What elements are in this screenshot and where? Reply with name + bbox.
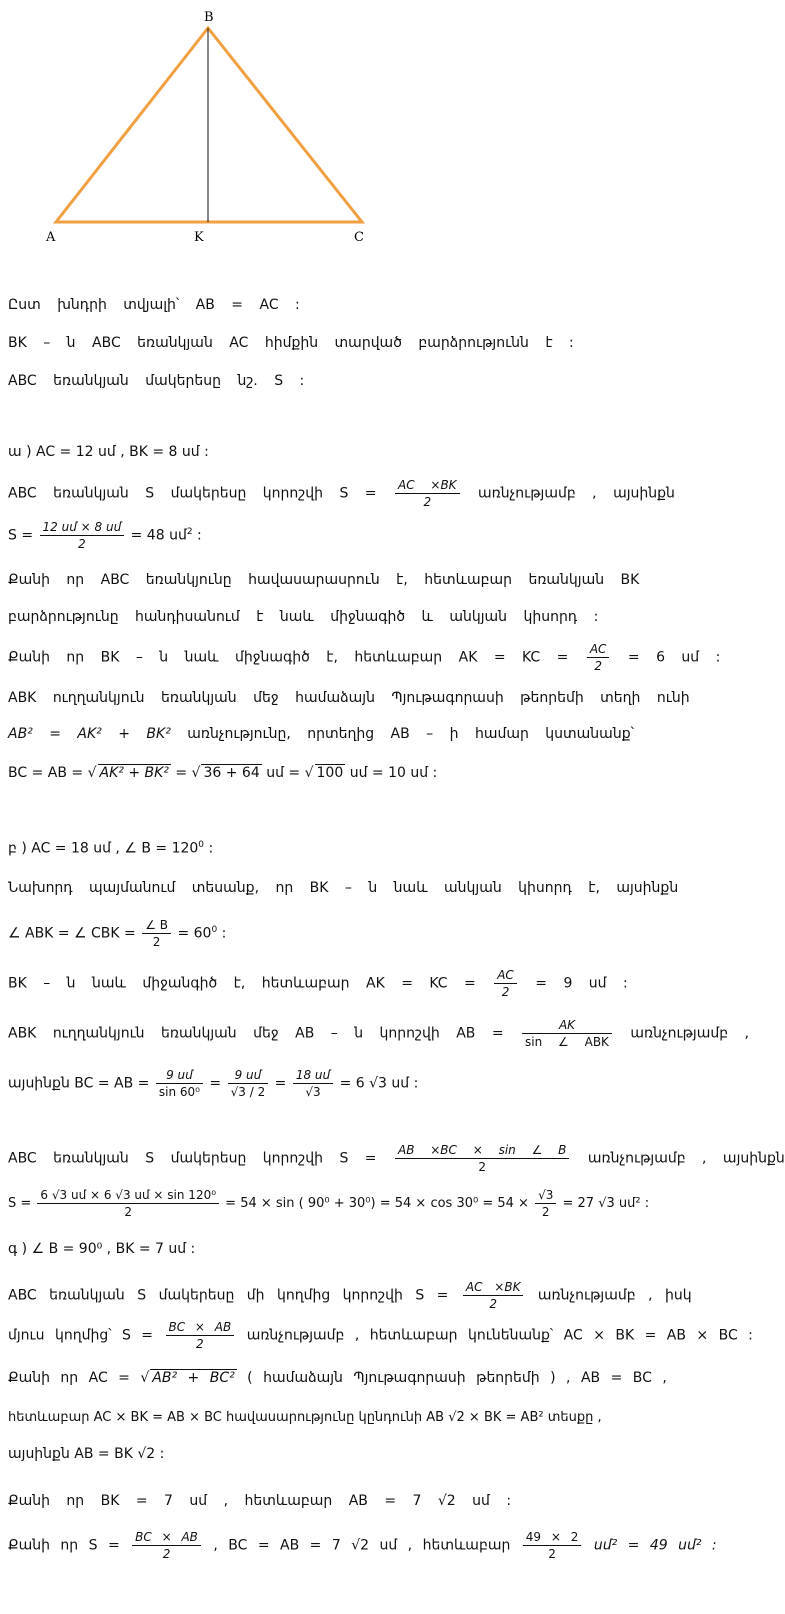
text: առնչությամբ , հետևաբար կունենանք՝ AC × BK = AB × BC : bbox=[246, 1327, 753, 1344]
text: սմ = bbox=[266, 765, 301, 781]
part-a-line-6: ABK ուղղանկյուն եռանկյան մեջ համաձայն Պյութագորասի թեորեմի տեղի ունի bbox=[8, 690, 690, 706]
text: Քանի որ BK – ն նաև միջնագիծ է, հետևաբար AK = KC = bbox=[8, 649, 569, 666]
fraction bbox=[132, 1530, 201, 1561]
text: = 27 √3 սմ² : bbox=[562, 1196, 650, 1211]
part-b-line-3 bbox=[8, 968, 628, 999]
denominator: √3 / 2 bbox=[230, 1085, 266, 1099]
text: ABC եռանկյան S մակերեսը կորոշվի S = bbox=[8, 485, 377, 502]
numerator: AK bbox=[522, 1018, 612, 1034]
point-label-k: K bbox=[194, 230, 204, 245]
numerator: AC ×BK bbox=[395, 478, 460, 494]
denominator: sin 60⁰ bbox=[158, 1085, 200, 1099]
fraction bbox=[228, 1068, 269, 1099]
radicand: AB² + BC² bbox=[152, 1370, 235, 1386]
text: = 48 սմ bbox=[130, 527, 187, 544]
numerator: AC ×BK bbox=[463, 1280, 524, 1296]
text: ABC եռանկյան S մակերեսը մի կողմից կորոշվի S = bbox=[8, 1287, 449, 1304]
numerator: 9 սմ bbox=[228, 1068, 269, 1084]
fraction bbox=[535, 1188, 556, 1219]
denominator: sin ∠ ABK bbox=[525, 1035, 609, 1049]
denominator: 2 bbox=[594, 659, 602, 673]
text: առնչությամբ , այսինքն bbox=[587, 1150, 785, 1167]
text: S = bbox=[8, 527, 34, 544]
fraction bbox=[494, 968, 517, 999]
denominator: 2 bbox=[152, 935, 161, 949]
part-b-line-4 bbox=[8, 1018, 749, 1049]
vertex-label-b: B bbox=[204, 10, 214, 25]
text: սմ = 10 սմ : bbox=[349, 765, 438, 781]
fraction bbox=[40, 520, 125, 551]
text: BC = AB = bbox=[8, 765, 84, 781]
text: = 60 bbox=[177, 925, 212, 942]
denominator: 2 bbox=[541, 1205, 550, 1219]
exponent: 0 bbox=[211, 924, 218, 935]
text: = bbox=[209, 1075, 222, 1092]
radicand: 36 + 64 bbox=[203, 765, 260, 781]
part-a-heading: ա ) AC = 12 սմ , BK = 8 սմ : bbox=[8, 444, 209, 460]
numerator: 9 սմ bbox=[156, 1068, 203, 1084]
text: : bbox=[197, 527, 202, 544]
text: : bbox=[208, 840, 214, 857]
exponent: 2 bbox=[186, 526, 193, 537]
fraction bbox=[587, 642, 610, 673]
text: = 9 սմ : bbox=[535, 975, 628, 992]
formula: AB² = AK² + BK² bbox=[8, 726, 171, 742]
denominator: 2 bbox=[478, 1160, 487, 1174]
denominator: 2 bbox=[501, 985, 510, 999]
fraction bbox=[523, 1530, 582, 1561]
fraction bbox=[166, 1320, 235, 1351]
denominator: 2 bbox=[196, 1337, 204, 1351]
part-c-line-2 bbox=[8, 1320, 753, 1351]
part-a-line-3: Քանի որ ABC եռանկյունը հավասարասրուն է, հետևաբար եռանկյան BK bbox=[8, 572, 640, 588]
numerator: AB ×BC × sin ∠ B bbox=[395, 1143, 569, 1159]
denominator: 2 bbox=[489, 1297, 497, 1311]
fraction bbox=[37, 1188, 219, 1219]
text: : bbox=[221, 925, 227, 942]
text: ( համաձայն Պյութագորասի թեորեմի ) , AB = BC , bbox=[247, 1370, 667, 1386]
text: = 6 սմ : bbox=[627, 649, 721, 666]
triangle-figure bbox=[0, 0, 716, 260]
part-b-line-1: Նախորդ պայմանում տեսանք, որ BK – ն նաև անկյան կիսորդ է, այսինքն bbox=[8, 880, 679, 896]
denominator: 2 bbox=[162, 1547, 171, 1561]
text: առնչությամբ , իսկ bbox=[537, 1287, 692, 1304]
vertex-label-c: C bbox=[354, 230, 364, 245]
denominator: 2 bbox=[78, 537, 86, 551]
text: մյուս կողմից՝ S = bbox=[8, 1327, 154, 1344]
text: բ ) AC = 18 սմ , ∠ B = 120 bbox=[8, 840, 199, 857]
denominator: 2 bbox=[423, 495, 432, 509]
text: , BC = AB = 7 √2 սմ , հետևաբար bbox=[213, 1537, 511, 1554]
part-b-line-6 bbox=[8, 1143, 785, 1174]
numerator: √3 bbox=[535, 1188, 556, 1204]
part-a-line-2 bbox=[8, 520, 202, 551]
given-line-3: ABC եռանկյան մակերեսը նշ. S : bbox=[8, 373, 305, 389]
exponent: 0 bbox=[198, 840, 205, 850]
fraction bbox=[463, 1280, 524, 1311]
denominator: 2 bbox=[548, 1547, 556, 1561]
part-a-line-4: բարձրությունը հանդիսանում է նաև միջնագիծ և անկյան կիսորդ : bbox=[8, 609, 599, 625]
text: ∠ ABK = ∠ CBK = bbox=[8, 925, 136, 942]
numerator: 18 սմ bbox=[293, 1068, 333, 1084]
numerator: BC × AB bbox=[132, 1530, 201, 1546]
given-line-2: BK – ն ABC եռանկյան AC հիմքին տարված բարձրությունն է : bbox=[8, 335, 574, 351]
part-a-line-1 bbox=[8, 478, 675, 509]
text: = bbox=[274, 1075, 287, 1092]
denominator: 2 bbox=[124, 1205, 133, 1219]
part-b-line-7 bbox=[8, 1188, 649, 1219]
numerator: ∠ B bbox=[142, 918, 171, 934]
part-c-line-7 bbox=[8, 1530, 717, 1561]
part-b-line-2 bbox=[8, 918, 226, 949]
numerator: BC × AB bbox=[166, 1320, 235, 1336]
text: = 54 × sin ( 90⁰ + 30⁰) = 54 × cos 30⁰ = 54 × bbox=[225, 1196, 529, 1211]
part-c-heading: գ ) ∠ B = 90⁰ , BK = 7 սմ : bbox=[8, 1241, 196, 1257]
fraction bbox=[293, 1068, 333, 1099]
fraction bbox=[522, 1018, 612, 1049]
part-c-line-4: հետևաբար AC × BK = AB × BC հավասարությունը կընդունի AB √2 × BK = AB² տեսքը , bbox=[8, 1410, 602, 1425]
text: առնչությամբ , bbox=[630, 1025, 750, 1042]
fraction bbox=[156, 1068, 203, 1099]
part-a-line-8: BC = AB = √ AK² + BK² = √ 36 + 64 սմ = √ 100 սմ = 10 սմ : bbox=[8, 765, 438, 781]
text: այսինքն BC = AB = bbox=[8, 1075, 150, 1092]
text: ABC եռանկյան S մակերեսը կորոշվի S = bbox=[8, 1150, 377, 1167]
text: S = bbox=[8, 1196, 32, 1211]
text: BK – ն նաև միջանգիծ է, հետևաբար AK = KC = bbox=[8, 975, 476, 992]
vertex-label-a: A bbox=[46, 230, 56, 245]
numerator: AC bbox=[494, 968, 517, 984]
text: = bbox=[175, 765, 188, 781]
part-c-line-6: Քանի որ BK = 7 սմ , հետևաբար AB = 7 √2 սմ : bbox=[8, 1493, 512, 1509]
denominator: √3 bbox=[305, 1085, 321, 1099]
radicand: AK² + BK² bbox=[99, 765, 169, 781]
text: սմ² = 49 սմ² : bbox=[593, 1537, 717, 1554]
given-line-1: Ըստ խնդրի տվյալի՝ AB = AC : bbox=[8, 297, 300, 313]
numerator: 6 √3 սմ × 6 √3 սմ × sin 120⁰ bbox=[37, 1188, 219, 1204]
part-c-line-5: այսինքն AB = BK √2 : bbox=[8, 1446, 165, 1462]
text: = 6 √3 սմ : bbox=[339, 1075, 419, 1092]
text: Քանի որ S = bbox=[8, 1537, 120, 1554]
text: առնչությամբ , այսինքն bbox=[478, 485, 675, 502]
part-b-line-5 bbox=[8, 1068, 418, 1099]
text: առնչությունը, որտեղից AB – ի համար կստանանք՝ bbox=[187, 726, 634, 742]
radicand: 100 bbox=[316, 765, 344, 781]
part-a-line-7 bbox=[8, 726, 634, 742]
part-c-line-1 bbox=[8, 1280, 692, 1311]
numerator: 12 սմ × 8 սմ bbox=[40, 520, 125, 536]
fraction bbox=[395, 1143, 569, 1174]
numerator: 49 × 2 bbox=[523, 1530, 582, 1546]
part-c-line-3: Քանի որ AC = √ AB² + BC² ( համաձայն Պյութագորասի թեորեմի ) , AB = BC , bbox=[8, 1370, 667, 1386]
fraction bbox=[395, 478, 460, 509]
numerator: AC bbox=[587, 642, 610, 658]
part-b-heading bbox=[8, 840, 213, 857]
fraction bbox=[142, 918, 171, 949]
text: Քանի որ AC = bbox=[8, 1370, 130, 1386]
text: ABK ուղղանկյուն եռանկյան մեջ AB – ն կորոշվի AB = bbox=[8, 1025, 504, 1042]
triangle-abc bbox=[56, 28, 362, 222]
part-a-line-5 bbox=[8, 642, 720, 673]
